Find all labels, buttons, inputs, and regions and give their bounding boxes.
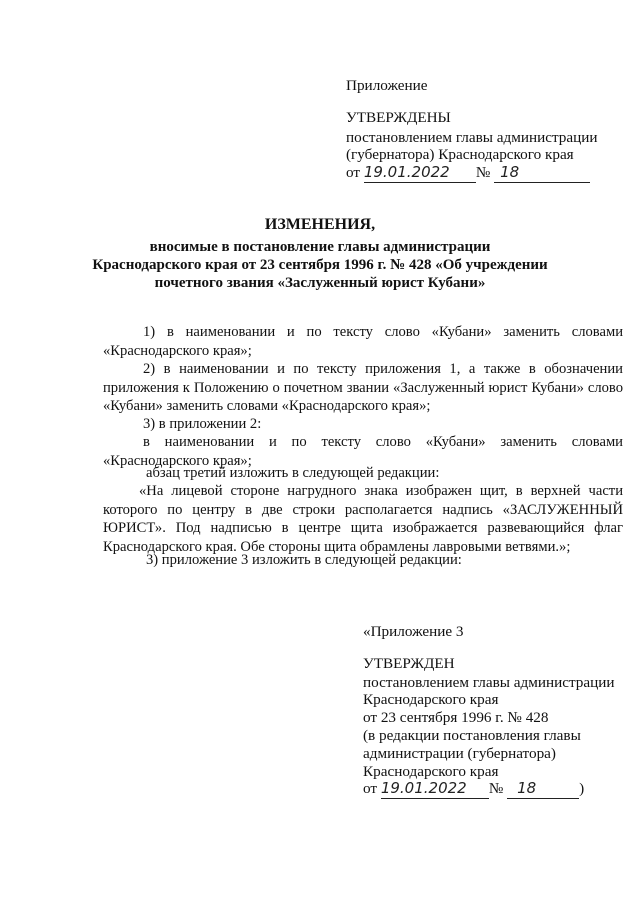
approved-line-1: постановлением главы администрации [346,129,598,146]
number-label: № [475,164,491,181]
appendix3-handwritten-number: 18 [507,779,579,799]
handwritten-number: 18 [494,163,590,183]
appendix3-line-2: Краснодарского края [363,691,499,708]
title-line-3: почетного звания «Заслуженный юрист Кубани» [154,275,486,291]
paragraph-3: 3) в приложении 2: [143,416,262,432]
title-line-2: Краснодарского края от 23 сентября 1996 г. № 428 «Об учреждении [92,257,548,273]
handwritten-date: 19.01.2022 [364,163,476,183]
appendix3-line-4: (в редакции постановления главы [363,727,581,744]
appendix3-handwritten-date: 19.01.2022 [381,779,489,799]
paragraph-7: 3) приложение 3 изложить в следующей редакции: [146,552,462,568]
appendix3-line-3: от 23 сентября 1996 г. № 428 [363,709,549,726]
paragraph-5: абзац третий изложить в следующей редакции: [146,465,440,481]
from-label: от [346,164,361,181]
approved-date-line [346,163,590,183]
approved-label: УТВЕРЖДЕНЫ [346,109,451,126]
appendix3-line-5: администрации (губернатора) [363,745,556,762]
appendix3-number-label: № [488,780,504,797]
appendix3-date-line [363,779,584,799]
paragraph-6: «На лицевой стороне нагрудного знака изображен щит, в верхней части которого по центру в две строки располагается надпись «ЗАСЛУЖЕННЫЙ ЮРИСТ». Под надписью в центре щита изображается развевающийся флаг Краснодарского края. Обе стороны щита обрамлены лавровыми ветвями.»; [103,483,623,555]
appendix3-line-1: постановлением главы администрации [363,674,615,691]
appendix3-line-6: Краснодарского края [363,763,499,780]
appendix3-from-label: от [363,780,378,797]
appendix3-approved: УТВЕРЖДЕН [363,655,455,672]
document-title: ИЗМЕНЕНИЯ, [264,216,376,233]
paragraph-2: 2) в наименовании и по тексту приложения 1, а также в обозначении приложения к Положению о почетном звании «Заслуженный юрист Кубани» слово «Кубани» заменить словами «Краснодарского края»; [103,361,623,415]
paragraph-1: 1) в наименовании и по тексту слово «Кубани» заменить словами «Краснодарского края»; [103,324,623,359]
appendix-label: Приложение [346,77,428,94]
paragraph-4: в наименовании и по тексту слово «Кубани» заменить словами «Краснодарского края»; [103,434,623,469]
appendix3-label: «Приложение 3 [363,623,464,640]
appendix3-close-paren: ) [579,780,585,797]
title-line-1: вносимые в постановление главы администрации [149,239,491,255]
approved-line-2: (губернатора) Краснодарского края [346,146,574,163]
